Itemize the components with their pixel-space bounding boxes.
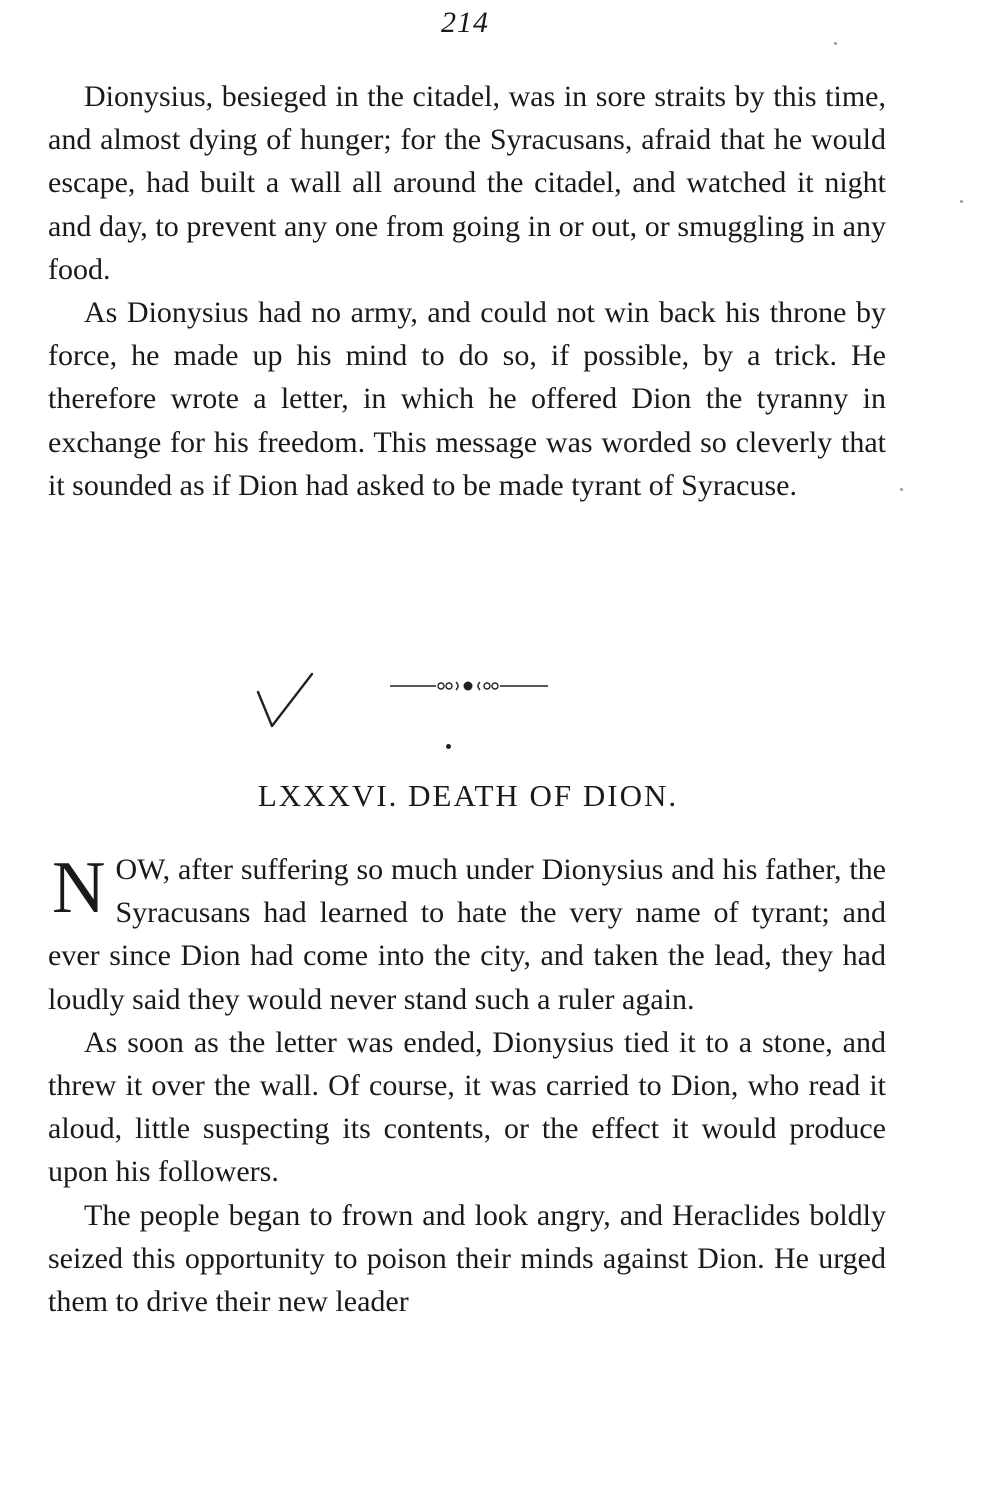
- paragraph: The people began to frown and look angry, and Heraclides boldly seized this opportunity to poison their minds against Dion. He urged them to drive their new leader: [48, 1198, 886, 1319]
- fleuron-divider-icon: [388, 676, 550, 696]
- chapter-heading: LXXXVI. DEATH OF DION.: [257, 778, 679, 813]
- scan-speck: [834, 42, 837, 45]
- handwritten-checkmark-icon: [252, 670, 316, 734]
- opening-paragraph: [48, 848, 886, 1021]
- paragraph: As soon as the letter was ended, Dionysius tied it to a stone, and threw it over the wall. Of course, it was carried to Dion, who read it aloud, little suspecting its contents, or the effect it would produce upon his followers.: [48, 1025, 886, 1189]
- ink-speck: [446, 744, 451, 749]
- section-text: [48, 75, 886, 507]
- drop-cap: N: [52, 847, 106, 929]
- page-number: 214: [441, 6, 489, 39]
- scan-speck: [960, 200, 963, 203]
- paragraph: Dionysius, besieged in the citadel, was in sore straits by this time, and almost dying of hunger; for the Syracusans, afraid that he would escape, had built a wall all around the citadel, and watched it night and day, to prevent any one from going in or out, or smuggling in any food.: [48, 80, 886, 286]
- paragraph: As Dionysius had no army, and could not win back his throne by force, he made up his mind to do so, if possible, by a trick. He therefore wrote a letter, in which he offered Dion the tyranny in exchange for his freedom. This message was worded so cleverly that it sounded as if Dion had asked to be made tyrant of Syracuse.: [48, 296, 886, 502]
- opening-paragraph-text: OW, after suffering so much under Dionysius and his father, the Syracusans had learned to hate the very name of tyrant; and ever since Dion had come into the city, and taken the lead, they had loudly said they would never stand such a ruler again.: [48, 853, 886, 1016]
- scan-speck: [900, 488, 903, 491]
- chapter-text: [48, 848, 886, 1323]
